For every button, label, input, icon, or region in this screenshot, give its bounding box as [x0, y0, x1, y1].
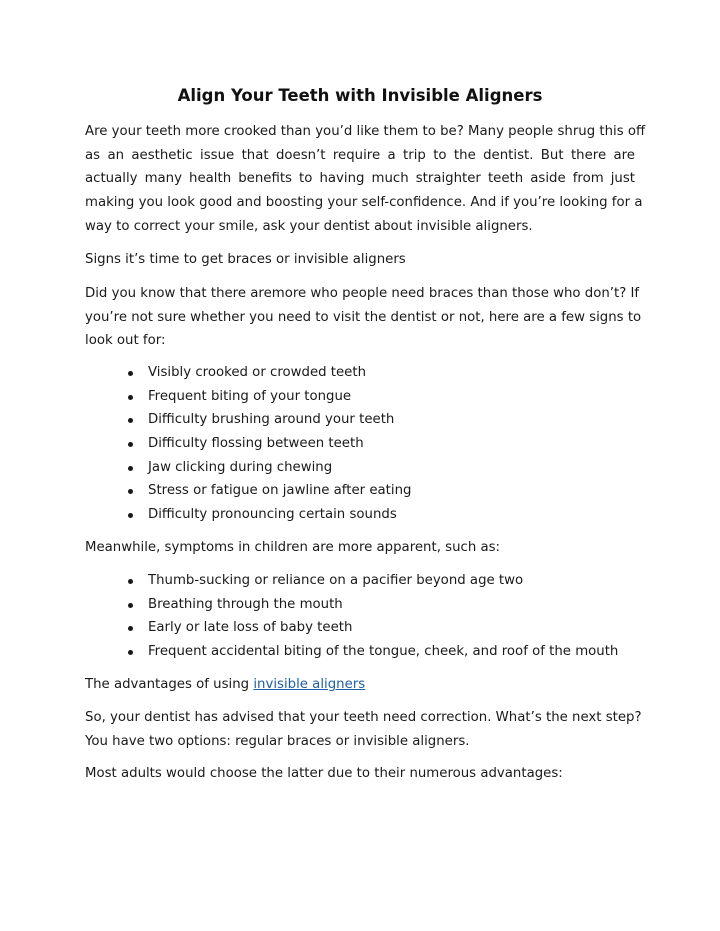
intro-line: actually many health benefits to having much straighter teeth aside from just — [85, 171, 635, 187]
bullet-icon — [128, 466, 133, 471]
signs-intro-line: you’re not sure whether you need to visit the dentist or not, here are a few signs to — [85, 309, 642, 325]
list-item-text: Breathing through the mouth — [148, 596, 343, 612]
bullet-icon — [128, 603, 133, 608]
bullet-icon — [128, 489, 133, 494]
list-item — [125, 640, 635, 664]
next-step-line: So, your dentist has advised that your teeth need correction. What’s the next step? — [85, 710, 642, 725]
advantages-heading — [85, 673, 635, 697]
signs-heading: Signs it’s time to get braces or invisible aligners — [85, 252, 406, 267]
list-item — [125, 479, 635, 503]
list-item-text: Frequent biting of your tongue — [148, 388, 352, 404]
intro-line: making you look good and boosting your self-confidence. And if you’re looking for a — [85, 195, 643, 211]
next-step-line: You have two options: regular braces or invisible aligners. — [85, 733, 470, 749]
signs-intro-paragraph — [85, 282, 642, 353]
list-item — [125, 616, 635, 640]
closing-paragraph: Most adults would choose the latter due to their numerous advantages: — [85, 766, 563, 781]
list-item-text: Difficulty flossing between teeth — [148, 436, 364, 452]
list-item — [125, 503, 635, 527]
list-item-text: Difficulty pronouncing certain sounds — [148, 507, 397, 523]
list-item-text: Early or late loss of baby teeth — [148, 620, 353, 636]
list-item — [125, 361, 635, 385]
bullet-icon — [128, 395, 133, 400]
bullet-icon — [128, 626, 133, 631]
bullet-icon — [128, 418, 133, 423]
next-step-paragraph — [85, 706, 642, 753]
intro-line: Are your teeth more crooked than you’d like them to be? Many people shrug this off — [85, 124, 646, 139]
signs-intro-line: Did you know that there aremore who people need braces than those who don’t? If — [85, 286, 640, 301]
bullet-icon — [128, 513, 133, 518]
list-item — [125, 593, 635, 617]
signs-intro-line: look out for: — [85, 333, 166, 349]
signs-list — [125, 361, 635, 527]
list-item — [125, 569, 635, 593]
bullet-icon — [128, 442, 133, 447]
bullet-icon — [128, 579, 133, 584]
bullet-icon — [128, 371, 133, 376]
advantages-heading-text: The advantages of using — [85, 677, 254, 692]
document-title: Align Your Teeth with Invisible Aligners — [177, 86, 543, 105]
list-item-text: Stress or fatigue on jawline after eating — [148, 483, 412, 499]
intro-line: way to correct your smile, ask your dentist about invisible aligners. — [85, 218, 533, 234]
list-item — [125, 385, 635, 409]
bullet-icon — [128, 650, 133, 655]
invisible-aligners-link[interactable]: invisible aligners — [253, 677, 366, 692]
list-item-text: Jaw clicking during chewing — [148, 459, 333, 475]
list-item-text: Frequent accidental biting of the tongue, cheek, and roof of the mouth — [148, 644, 619, 660]
list-item — [125, 408, 635, 432]
list-item — [125, 456, 635, 480]
list-item-text: Thumb-sucking or reliance on a pacifier beyond age two — [148, 573, 524, 588]
list-item-text: Difficulty brushing around your teeth — [148, 412, 395, 428]
children-intro: Meanwhile, symptoms in children are more apparent, such as: — [85, 540, 501, 555]
list-item-text: Visibly crooked or crowded teeth — [148, 365, 367, 380]
intro-line: as an aesthetic issue that doesn’t require a trip to the dentist. But there are — [85, 147, 635, 163]
children-list — [125, 569, 635, 664]
intro-paragraph — [85, 120, 646, 239]
list-item — [125, 432, 635, 456]
